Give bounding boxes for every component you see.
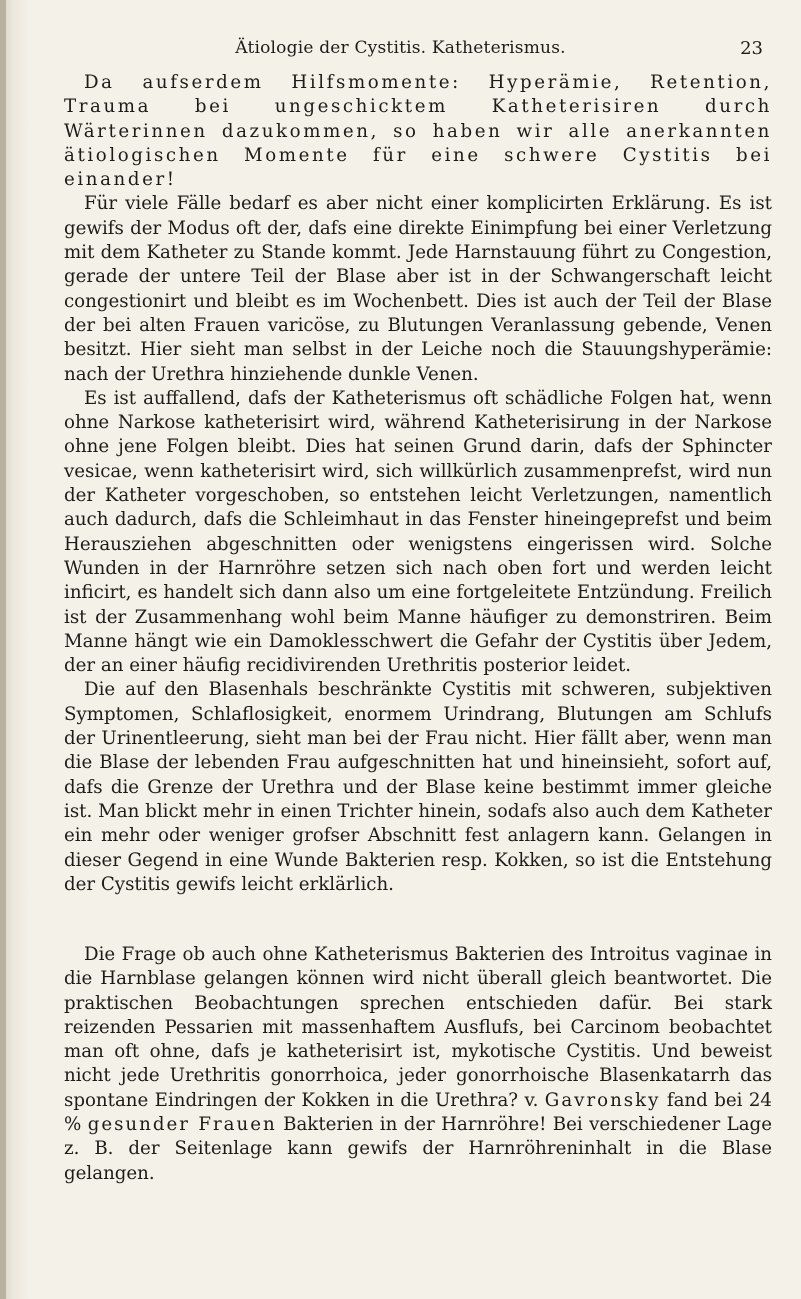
paragraph-5-text-c: Bakterien in der Harnröhre! Bei verschiedener Lage z. B. der Seitenlage kann gewifs der Harnröhreninhalt in die Blase gelangen.: [64, 1114, 772, 1184]
running-title: Ätiologie der Cystitis. Katheterismus.: [235, 38, 566, 58]
page-binding-edge: [0, 0, 6, 1299]
paragraph-2: Für viele Fälle bedarf es aber nicht einer komplicirten Erklärung. Es ist gewifs der Modus oft der, dafs eine direkte Einimpfung bei einer Verletzung mit dem Katheter zu Stande kommt. Jede Harnstauung führt zu Congestion, gerade der untere Teil der Blase aber ist in der Schwangerschaft leicht congestionirt und bleibt es im Wochenbett. Dies ist auch der Teil der Blase der bei alten Frauen varicöse, zu Blutungen Veranlassung gebende, Venen besitzt. Hier sieht man selbst in der Leiche noch die Stauungshyperämie: nach der Urethra hinziehende dunkle Venen.: [64, 193, 772, 385]
paragraph-1: Da aufserdem Hilfsmomente: Hyperämie, Retention, Trauma bei ungeschicktem Katheterisiren durch Wärterinnen dazukommen, so haben wir alle anerkannten ätiologischen Momente für eine schwere Cystitis bei einander!: [64, 72, 772, 191]
page-number: 23: [740, 38, 763, 59]
author-name: Gavronsky: [544, 1089, 661, 1111]
paragraph-4: Die auf den Blasenhals beschränkte Cystitis mit schweren, subjektiven Symptomen, Schlaflosigkeit, enormem Urindrang, Blutungen am Schlufs der Urinentleerung, sieht man bei der Frau nicht. Hier fällt aber, wenn man die Blase der lebenden Frau aufgeschnitten hat und hineinsieht, sofort auf, dafs die Grenze der Urethra und der Blase keine bestimmt immer gleiche ist. Man blickt mehr in einen Trichter hinein, sodafs also auch dem Katheter ein mehr oder weniger grofser Abschnitt fest anlagern kann. Gelangen in dieser Gegend in eine Wunde Bakterien resp. Kokken, so ist die Entstehung der Cystitis gewifs leicht erklärlich.: [64, 679, 772, 895]
text-block-upper: [64, 71, 772, 897]
paragraph-5-emphasis: gesunder Frauen: [87, 1114, 277, 1136]
paragraph-5-text-a: Die Frage ob auch ohne Katheterismus Bakterien des Introitus vaginae in die Harnblase gelangen können wird nicht überall gleich beantwortet. Die praktischen Beobachtungen sprechen entschieden dafür. Bei stark reizenden Pessarien mit massenhaftem Ausflufs, bei Carcinom beobachtet man oft ohne, dafs je katheterisirt ist, mykotische Cystitis. Und beweist nicht jede Urethritis gonorrhoica, jeder gonorrhoische Blasenkatarrh das spontane Eindringen der Kokken in die Urethra? v.: [64, 944, 772, 1111]
paragraph-3: Es ist auffallend, dafs der Katheterismus oft schädliche Folgen hat, wenn ohne Narkose katheterisirt wird, während Katheterisirung in der Narkose ohne jene Folgen bleibt. Dies hat seinen Grund darin, dafs der Sphincter vesicae, wenn katheterisirt wird, sich willkürlich zusammenprefst, wird nun der Katheter vorgeschoben, so entstehen leicht Verletzungen, namentlich auch dadurch, dafs die Schleimhaut in das Fenster hineingeprefst und beim Herausziehen abgeschnitten oder wenigstens eingerissen wird. Solche Wunden in der Harnröhre setzen sich nach oben fort und werden leicht inficirt, es handelt sich dann also um eine fortgeleitete Entzündung. Freilich ist der Zusammenhang wohl beim Manne häufiger zu demonstriren. Beim Manne hängt wie ein Damoklesschwert die Gefahr der Cystitis über Jedem, der an einer häufig recidivirenden Urethritis posterior leidet.: [64, 387, 772, 677]
paragraph-5: [64, 943, 772, 1186]
text-block-lower: [64, 943, 772, 1186]
paragraph-5-text-b: fand bei 24 %: [64, 1089, 772, 1136]
page-header: [0, 38, 801, 62]
